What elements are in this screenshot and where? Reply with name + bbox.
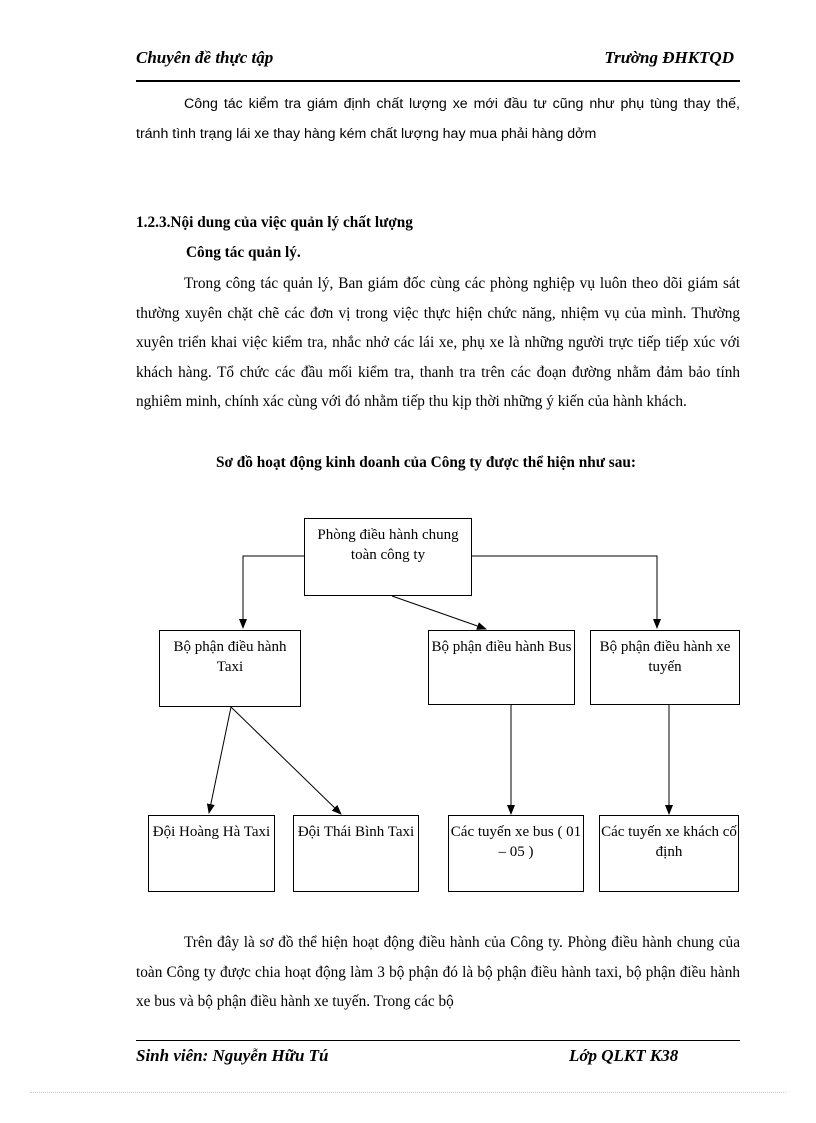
box-bus-routes: Các tuyến xe bus ( 01 – 05 ) bbox=[448, 815, 584, 892]
box-taxi-department: Bộ phận điều hành Taxi bbox=[159, 630, 301, 707]
intro-paragraph: Công tác kiểm tra giám định chất lượng xe mới đầu tư cũng như phụ tùng thay thế, tránh tình trạng lái xe thay hàng kém chất lượng hay mua phải hàng dởm bbox=[136, 96, 740, 142]
box-team-hoang-ha: Đội Hoàng Hà Taxi bbox=[148, 815, 275, 892]
box-fixed-routes: Các tuyến xe khách cố định bbox=[599, 815, 739, 892]
connector-taxi-to-hoang-ha bbox=[209, 707, 231, 813]
footer-rule bbox=[136, 1040, 740, 1041]
box-root-office: Phòng điều hành chung toàn công ty bbox=[304, 518, 472, 596]
connector-taxi-to-thai-binh bbox=[231, 707, 341, 814]
connector-root-to-route bbox=[472, 556, 657, 628]
diagram-caption: Sơ đồ hoạt động kinh doanh của Công ty được thể hiện như sau: bbox=[216, 454, 636, 471]
connector-root-to-bus bbox=[392, 596, 486, 629]
closing-paragraph: Trên đây là sơ đồ thể hiện hoạt động điều hành của Công ty. Phòng điều hành chung của toàn Công ty được chia hoạt động làm 3 bộ phận đó là bộ phận điều hành taxi, bộ phận điều hành xe bus và bộ phận điều hành xe tuyến. Trong các bộ bbox=[136, 934, 740, 1010]
box-route-department: Bộ phận điều hành xe tuyến bbox=[590, 630, 740, 705]
connector-root-to-taxi bbox=[243, 556, 304, 628]
management-paragraph: Trong công tác quản lý, Ban giám đốc cùng các phòng nghiệp vụ luôn theo dõi giám sát thường xuyên chặt chẽ các đơn vị trong việc thực hiện chức năng, nhiệm vụ của mình. Thường xuyên triển khai việc kiểm tra, nhắc nhở các lái xe, phụ xe là những người trực tiếp tiếp xúc với khách hàng. Tổ chức các đầu mối kiểm tra, thanh tra trên các đoạn đường nhằm đảm bảo tính nghiêm minh, chính xác cùng với đó nhằm tiếp thu kịp thời những ý kiến của hành khách. bbox=[136, 275, 740, 410]
footer-student: Sinh viên: Nguyễn Hữu Tú bbox=[136, 1046, 329, 1065]
box-bus-department: Bộ phận điều hành Bus bbox=[428, 630, 575, 705]
header-title-left: Chuyên đề thực tập bbox=[136, 48, 274, 67]
footer-class: Lớp QLKT K38 bbox=[569, 1046, 679, 1065]
box-team-thai-binh: Đội Thái Bình Taxi bbox=[293, 815, 419, 892]
section-heading: 1.2.3.Nội dung của việc quản lý chất lượng bbox=[136, 214, 413, 231]
header-title-right: Trường ĐHKTQD bbox=[604, 48, 734, 67]
page-bottom-dotted-line bbox=[30, 1092, 786, 1093]
section-subheading: Công tác quản lý. bbox=[186, 244, 301, 261]
